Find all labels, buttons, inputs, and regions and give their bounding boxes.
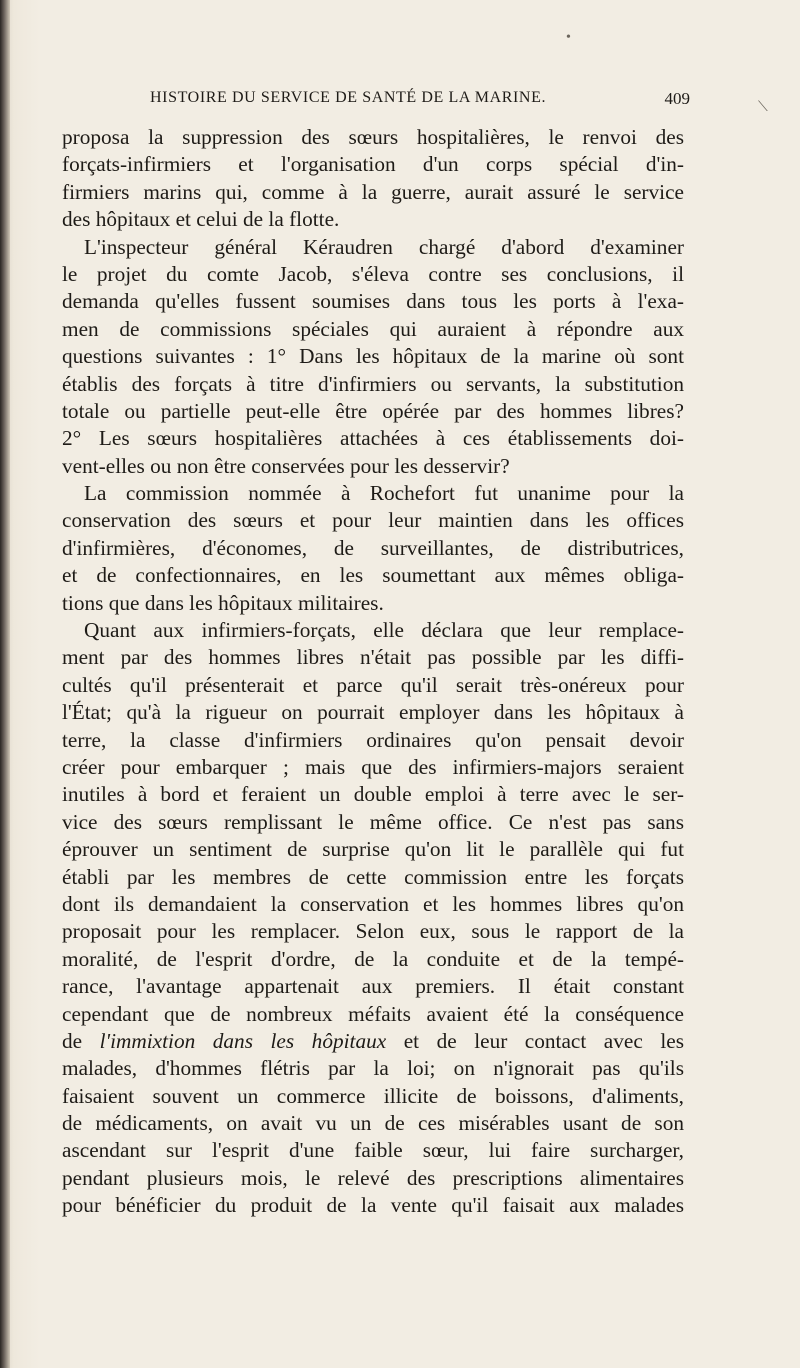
text-line: rance, l'avantage appartenait aux premiers. Il était constant <box>62 974 684 999</box>
text-line: cultés qu'il présenterait et parce qu'il serait très-onéreux pour <box>62 672 684 697</box>
text-line: L'inspecteur général Kéraudren chargé d'abord d'examiner <box>84 234 684 259</box>
text-line-with-italic <box>62 1028 684 1055</box>
dot-mark: • <box>566 30 571 45</box>
text-line: proposait pour les remplacer. Selon eux, sous le rapport de la <box>62 919 684 944</box>
text-line: La commission nommée à Rochefort fut unanime pour la <box>84 481 684 506</box>
text-line: créer pour embarquer ; mais que des infirmiers-majors seraient <box>62 754 684 779</box>
page-number: 409 <box>664 89 690 108</box>
text-line: d'infirmières, d'économes, de surveillantes, de distributrices, <box>62 535 684 560</box>
text-line: de médicaments, on avait vu un de ces misérables usant de son <box>62 1111 684 1136</box>
text-line: conservation des sœurs et pour leur maintien dans les offices <box>62 508 684 533</box>
text-line: inutiles à bord et feraient un double emploi à terre avec le ser- <box>62 782 684 807</box>
text-line: pour bénéficier du produit de la vente qu'il faisait aux malades <box>62 1193 684 1218</box>
text-segment: et de leur contact avec les <box>386 1028 684 1053</box>
text-line: des hôpitaux et celui de la flotte. <box>62 207 340 232</box>
text-line: Quant aux infirmiers-forçats, elle déclara que leur remplace- <box>84 618 684 643</box>
text-line: malades, d'hommes flétris par la loi; on n'ignorait pas qu'ils <box>62 1056 684 1081</box>
text-line: questions suivantes : 1° Dans les hôpitaux de la marine où sont <box>62 344 684 369</box>
text-line: totale ou partielle peut-elle être opérée par des hommes libres? <box>62 398 684 423</box>
page-header <box>150 89 690 115</box>
running-title: HISTOIRE DU SERVICE DE SANTÉ DE LA MARINE. <box>150 89 547 106</box>
text-line: moralité, de l'esprit d'ordre, de la conduite et de la tempé- <box>62 946 684 971</box>
text-line: proposa la suppression des sœurs hospitalières, le renvoi des <box>62 125 684 149</box>
text-line: tions que dans les hôpitaux militaires. <box>62 590 384 615</box>
text-line: vent-elles ou non être conservées pour les desservir? <box>62 453 510 478</box>
scan-mark: ⟍ <box>758 100 768 115</box>
text-line: et de confectionnaires, en les soumettant aux mêmes obliga- <box>62 563 684 588</box>
text-line: le projet du comte Jacob, s'éleva contre ses conclusions, il <box>62 261 684 286</box>
text-line: ascendant sur l'esprit d'une faible sœur, lui faire surcharger, <box>62 1138 684 1163</box>
text-line: firmiers marins qui, comme à la guerre, aurait assuré le service <box>62 179 684 204</box>
text-line: forçats-infirmiers et l'organisation d'un corps spécial d'in- <box>62 152 684 177</box>
text-line: éprouver un sentiment de surprise qu'on lit le parallèle qui fut <box>62 837 684 862</box>
italic-phrase: l'immixtion dans les hôpitaux <box>99 1028 387 1053</box>
text-line: pendant plusieurs mois, le relevé des prescriptions alimentaires <box>62 1165 684 1190</box>
text-line: vice des sœurs remplissant le même office. Ce n'est pas sans <box>62 809 684 834</box>
text-line: ment par des hommes libres n'était pas possible par les diffi- <box>62 645 684 670</box>
text-line: terre, la classe d'infirmiers ordinaires qu'on pensait devoir <box>62 727 684 752</box>
body-text <box>62 124 684 1220</box>
text-line: 2° Les sœurs hospitalières attachées à ces établissements doi- <box>62 426 684 451</box>
text-line: demanda qu'elles fussent soumises dans tous les ports à l'exa- <box>62 289 684 314</box>
text-line: cependant que de nombreux méfaits avaient été la conséquence <box>62 1001 684 1026</box>
text-line: men de commissions spéciales qui auraient à répondre aux <box>62 316 684 341</box>
text-line: dont ils demandaient la conservation et les hommes libres qu'on <box>62 891 684 916</box>
book-binding-edge <box>0 0 10 1368</box>
text-line: établis des forçats à titre d'infirmiers ou servants, la substitution <box>62 371 684 396</box>
text-line: établi par les membres de cette commission entre les forçats <box>62 864 684 889</box>
text-segment: de <box>62 1028 100 1053</box>
text-line: l'État; qu'à la rigueur on pourrait employer dans les hôpitaux à <box>62 700 684 725</box>
text-line: faisaient souvent un commerce illicite de boissons, d'aliments, <box>62 1083 684 1108</box>
